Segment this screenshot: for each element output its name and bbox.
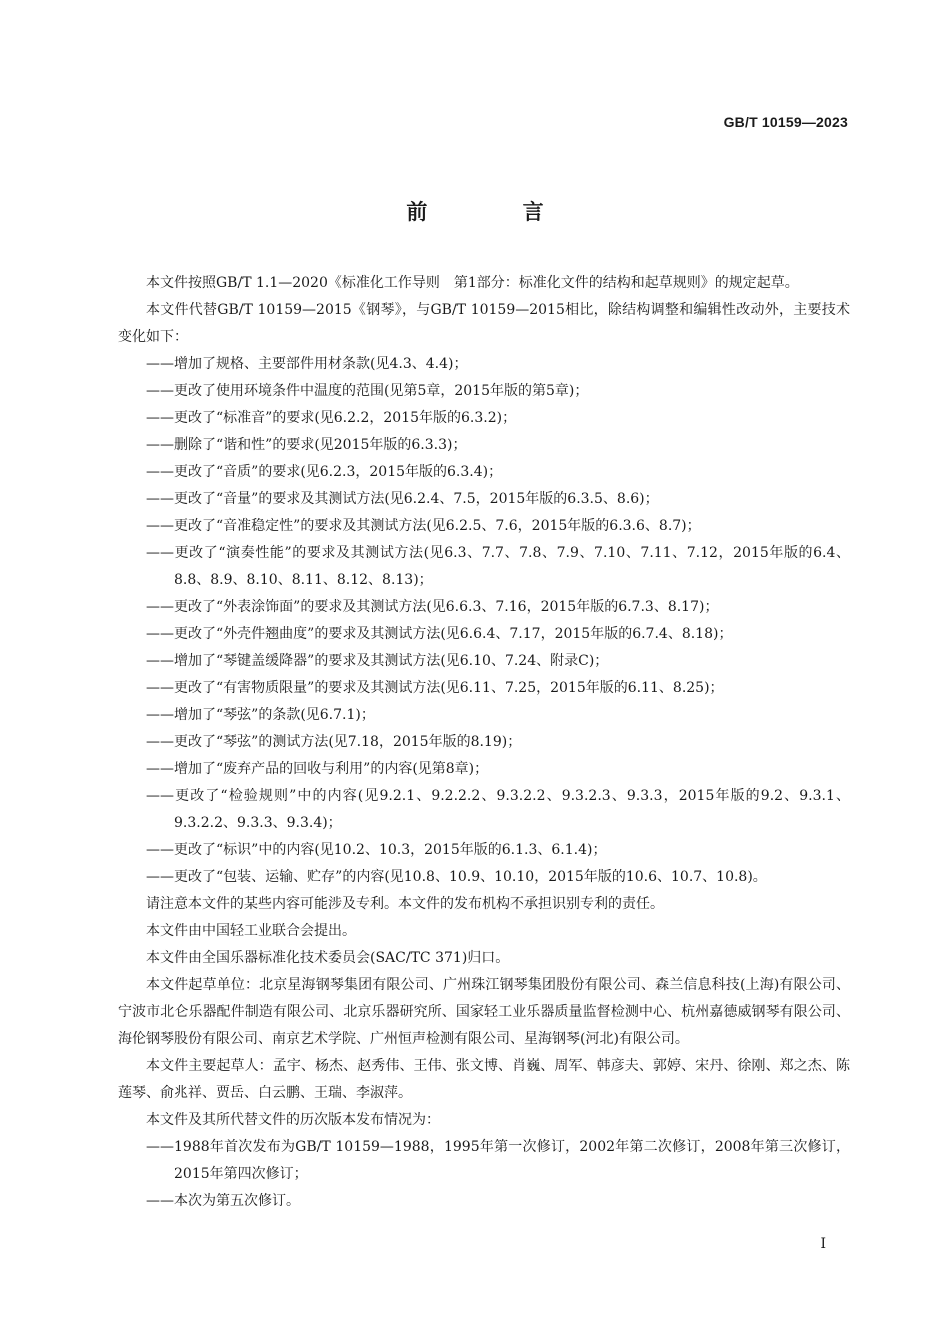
list-item-text: 更改了“音准稳定性”的要求及其测试方法(见6.2.5、7.6，2015年版的6.3.6、8.7)； [174, 518, 701, 534]
dash-mark: —— [146, 869, 174, 885]
paragraph-drafting-units: 本文件起草单位：北京星海钢琴集团有限公司、广州珠江钢琴集团股份有限公司、森兰信息科技(上海)有限公司、宁波市北仑乐器配件制造有限公司、北京乐器研究所、国家轻工业乐器质量监督检测中心、杭州嘉德威钢琴有限公司、海伦钢琴股份有限公司、南京艺术学院、广州恒声检测有限公司、星海钢琴(河北)有限公司。 [118, 977, 850, 1047]
list-item-text: 更改了“演奏性能”的要求及其测试方法(见6.3、7.7、7.8、7.9、7.10、7.11、7.12，2015年版的6.4、8.8、8.9、8.10、8.11、8.12、8.13)； [174, 545, 850, 588]
list-item [118, 675, 850, 702]
list-item [118, 1134, 850, 1188]
paragraph-proposer: 本文件由中国轻工业联合会提出。 [146, 923, 356, 939]
list-item-text: 更改了“标准音”的要求(见6.2.2，2015年版的6.3.2)； [174, 410, 517, 426]
standard-code: GB/T 10159—2023 [723, 114, 848, 130]
dash-mark: —— [146, 1193, 174, 1209]
list-item-text: 更改了“外壳件翘曲度”的要求及其测试方法(见6.6.4、7.17，2015年版的6.7.4、8.18)； [174, 626, 733, 642]
list-item [118, 702, 850, 729]
change-list [118, 351, 850, 891]
list-item-text: 更改了“包装、运输、贮存”的内容(见10.8、10.9、10.10，2015年版的10.6、10.7、10.8)。 [174, 869, 767, 885]
list-item-text: 本次为第五次修订。 [174, 1193, 300, 1209]
dash-mark: —— [146, 383, 174, 399]
dash-mark: —— [146, 599, 174, 615]
list-item [118, 837, 850, 864]
list-item [118, 405, 850, 432]
dash-mark: —— [146, 518, 174, 534]
list-item [118, 351, 850, 378]
list-item [118, 648, 850, 675]
paragraph-drafters: 本文件主要起草人：孟宇、杨杰、赵秀伟、王伟、张文博、肖巍、周军、韩彦夫、郭婷、宋丹、徐刚、郑之杰、陈莲琴、俞兆祥、贾岳、白云鹏、王瑞、李淑萍。 [118, 1058, 850, 1101]
list-item-text: 1988年首次发布为GB/T 10159—1988，1995年第一次修订，2002年第二次修订，2008年第三次修订，2015年第四次修订； [174, 1139, 850, 1182]
list-item [118, 513, 850, 540]
list-item [118, 459, 850, 486]
list-item [118, 756, 850, 783]
dash-mark: —— [146, 356, 174, 372]
list-item [118, 621, 850, 648]
list-item [118, 378, 850, 405]
dash-mark: —— [146, 410, 174, 426]
list-item-text: 更改了“外表涂饰面”的要求及其测试方法(见6.6.3、7.16，2015年版的6.7.3、8.17)； [174, 599, 719, 615]
paragraph-replacement: 本文件代替GB/T 10159—2015《钢琴》，与GB/T 10159—2015相比，除结构调整和编辑性改动外，主要技术变化如下： [118, 302, 850, 345]
dash-mark: —— [146, 707, 174, 723]
list-item-text: 更改了使用环境条件中温度的范围(见第5章，2015年版的第5章)； [174, 383, 589, 399]
list-item-text: 更改了“音质”的要求(见6.2.3，2015年版的6.3.4)； [174, 464, 503, 480]
dash-mark: —— [146, 680, 174, 696]
list-item-text: 增加了“琴键盖缓降器”的要求及其测试方法(见6.10、7.24、附录C)； [174, 653, 609, 669]
list-item [118, 729, 850, 756]
document-body [118, 270, 850, 1215]
list-item [118, 486, 850, 513]
list-item [118, 783, 850, 837]
dash-mark: —— [146, 653, 174, 669]
list-item [118, 432, 850, 459]
list-item-text: 增加了“琴弦”的条款(见6.7.1)； [174, 707, 375, 723]
list-item-text: 更改了“检验规则”中的内容(见9.2.1、9.2.2.2、9.3.2.2、9.3.2.3、9.3.3，2015年版的9.2、9.3.1、9.3.2.2、9.3.3、9.3.4)； [174, 788, 850, 831]
dash-mark: —— [146, 491, 174, 507]
list-item [118, 864, 850, 891]
dash-mark: —— [146, 761, 174, 777]
dash-mark: —— [146, 842, 174, 858]
dash-mark: —— [146, 545, 174, 561]
dash-mark: —— [146, 464, 174, 480]
dash-mark: —— [146, 626, 174, 642]
dash-mark: —— [146, 734, 174, 750]
list-item [118, 1188, 850, 1215]
dash-mark: —— [146, 1139, 174, 1155]
list-item-text: 更改了“琴弦”的测试方法(见7.18，2015年版的8.19)； [174, 734, 522, 750]
dash-mark: —— [146, 788, 174, 804]
paragraph-history-intro: 本文件及其所代替文件的历次版本发布情况为： [146, 1112, 440, 1128]
list-item-text: 增加了规格、主要部件用材条款(见4.3、4.4)； [174, 356, 468, 372]
list-item [118, 594, 850, 621]
list-item-text: 删除了“谐和性”的要求(见2015年版的6.3.3)； [174, 437, 467, 453]
list-item-text: 更改了“音量”的要求及其测试方法(见6.2.4、7.5，2015年版的6.3.5、8.6)； [174, 491, 659, 507]
list-item-text: 更改了“有害物质限量”的要求及其测试方法(见6.11、7.25，2015年版的6.11、8.25)； [174, 680, 724, 696]
paragraph-committee: 本文件由全国乐器标准化技术委员会(SAC/TC 371)归口。 [146, 950, 510, 966]
dash-mark: —— [146, 437, 174, 453]
history-list [118, 1134, 850, 1215]
paragraph-drafting-rules: 本文件按照GB/T 1.1—2020《标准化工作导则 第1部分：标准化文件的结构和起草规则》的规定起草。 [146, 275, 799, 291]
page-title: 前 言 [406, 200, 588, 224]
page-number: I [820, 1236, 826, 1252]
list-item [118, 540, 850, 594]
list-item-text: 增加了“废弃产品的回收与利用”的内容(见第8章)； [174, 761, 489, 777]
paragraph-patent-notice: 请注意本文件的某些内容可能涉及专利。本文件的发布机构不承担识别专利的责任。 [146, 896, 664, 912]
list-item-text: 更改了“标识”中的内容(见10.2、10.3，2015年版的6.1.3、6.1.4)； [174, 842, 607, 858]
